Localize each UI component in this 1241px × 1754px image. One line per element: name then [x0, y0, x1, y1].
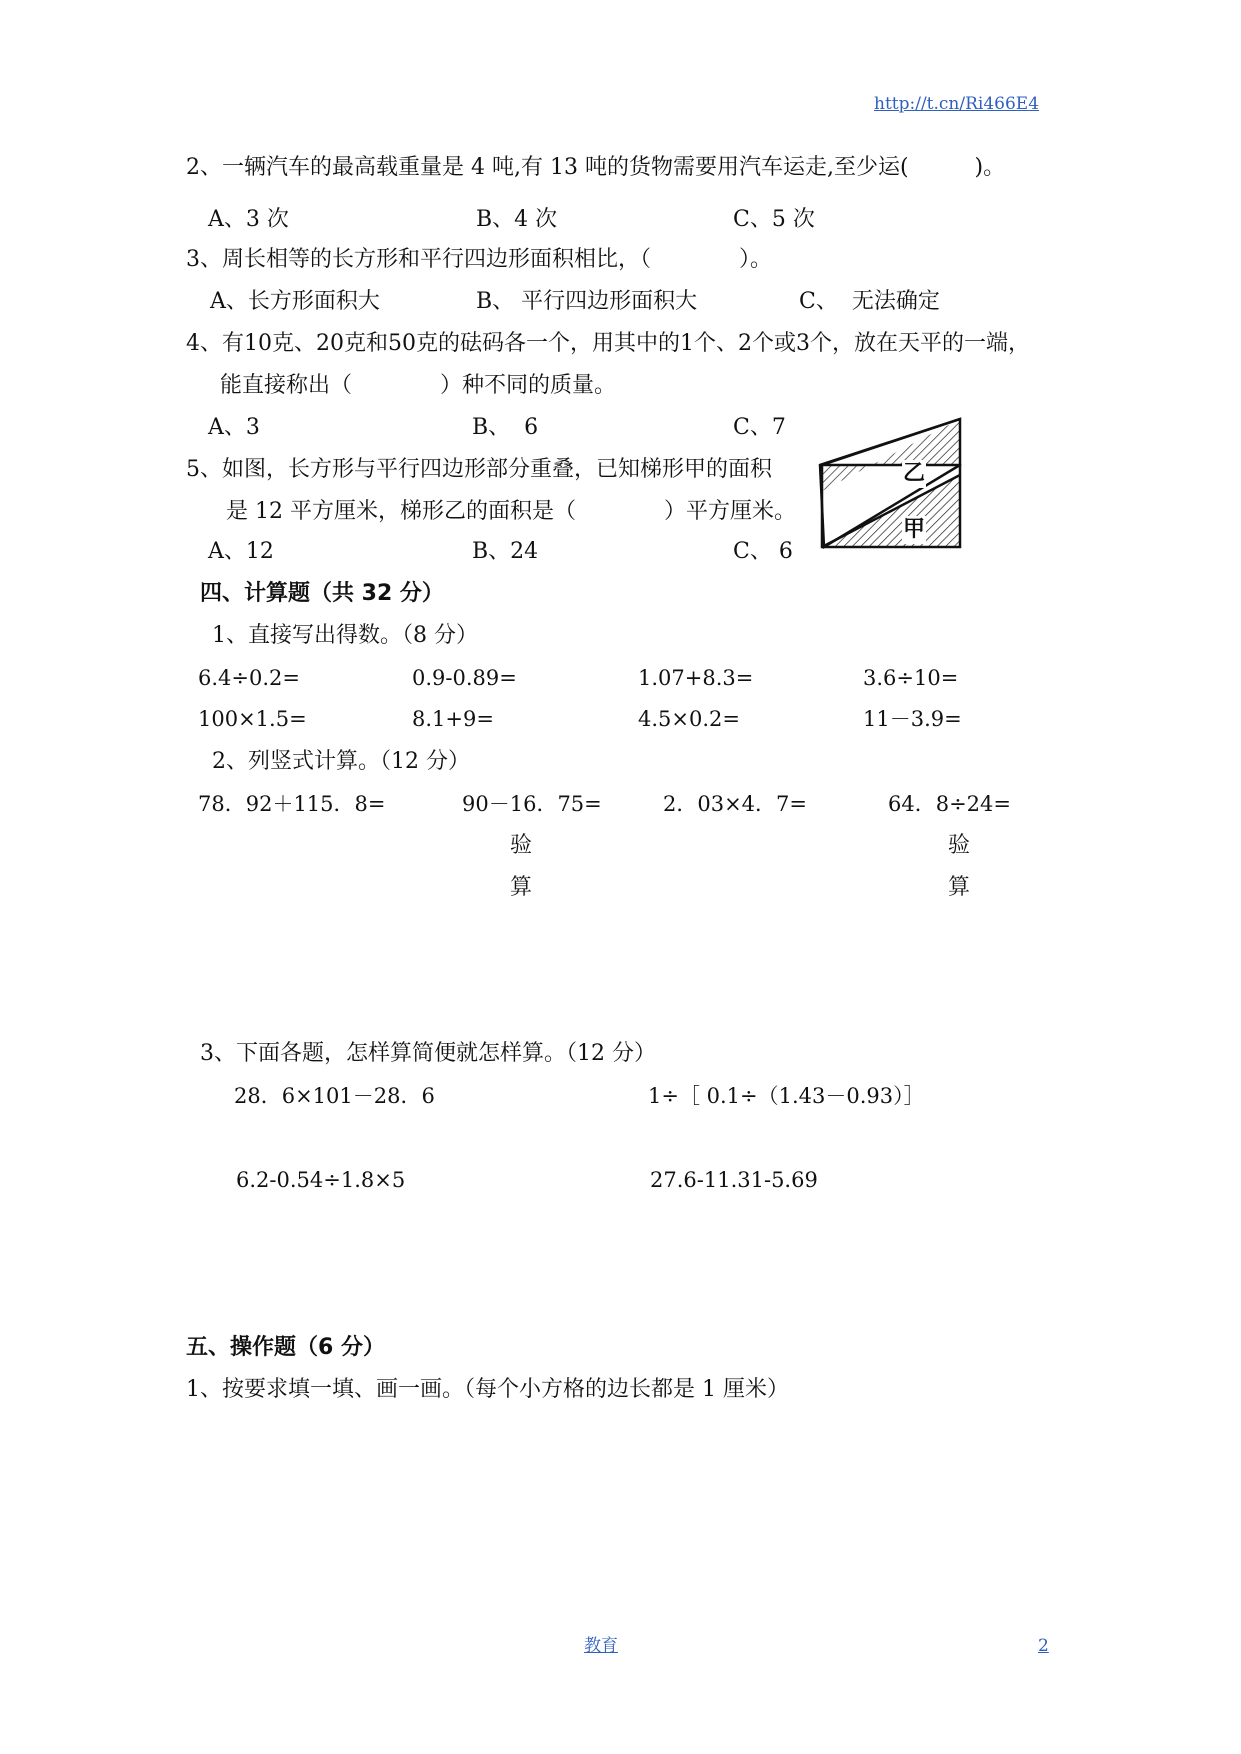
section-4-title: 四、计算题（共 32 分）	[200, 581, 444, 606]
calc-item: 4.5×0.2=	[638, 707, 740, 731]
calc-item: 8.1+9=	[412, 707, 494, 731]
question-4-line-2: 能直接称出（ ）种不同的质量。	[220, 373, 617, 398]
vertical-calc-item: 64．8÷24=	[888, 792, 1011, 816]
simplify-calc-item: 27.6-11.31-5.69	[650, 1168, 818, 1192]
question-4-option-c: C、7	[733, 415, 786, 440]
vertical-calc-item: 78．92＋115．8=	[198, 792, 386, 816]
question-2-option-a: A、3 次	[208, 207, 289, 232]
check-label-char: 算	[510, 875, 533, 900]
section-5-question-1: 1、按要求填一填、画一画。（每个小方格的边长都是 1 厘米）	[186, 1377, 789, 1402]
calc-item: 6.4÷0.2=	[198, 666, 300, 690]
footer-link[interactable]: 教育	[584, 1636, 618, 1656]
label-jia: 甲	[903, 517, 926, 542]
question-2-text: 2、一辆汽车的最高载重量是 4 吨,有 13 吨的货物需要用汽车运走,至少运( )。	[186, 155, 1006, 180]
label-yi: 乙	[903, 461, 926, 486]
question-2-option-c: C、5 次	[733, 207, 815, 232]
section-4-sub-2-title: 2、列竖式计算。（12 分）	[212, 749, 470, 774]
question-4-option-a: A、3	[208, 415, 260, 440]
header-url-link[interactable]: http://t.cn/Ri466E4	[874, 94, 1040, 114]
vertical-calc-item: 90－16．75=	[462, 792, 602, 816]
section-4-sub-3-title: 3、下面各题，怎样算简便就怎样算。（12 分）	[200, 1041, 656, 1066]
simplify-calc-item: 1÷［ 0.1÷（1.43－0.93）］	[648, 1084, 925, 1108]
section-4-sub-1-title: 1、直接写出得数。（8 分）	[212, 623, 478, 648]
calc-item: 1.07+8.3=	[638, 666, 754, 690]
check-label-char: 算	[948, 875, 971, 900]
calc-item: 3.6÷10=	[863, 666, 959, 690]
question-5-line-1: 5、如图，长方形与平行四边形部分重叠，已知梯形甲的面积	[186, 457, 772, 482]
trapezoid-yi	[820, 419, 960, 492]
simplify-calc-item: 28．6×101－28．6	[234, 1084, 435, 1108]
question-5-option-b: B、24	[472, 539, 539, 564]
question-3-option-b: B、 平行四边形面积大	[476, 289, 698, 314]
calc-item: 100×1.5=	[198, 707, 307, 731]
page-number: 2	[1038, 1636, 1049, 1656]
check-label-char: 验	[510, 833, 533, 858]
question-5-option-c: C、 6	[733, 539, 793, 564]
question-5-option-a: A、12	[208, 539, 274, 564]
question-3-option-c: C、 无法确定	[799, 289, 940, 314]
section-5-title: 五、操作题（6 分）	[186, 1335, 385, 1360]
check-label-char: 验	[948, 833, 971, 858]
vertical-calc-item: 2．03×4．7=	[663, 792, 807, 816]
calc-item: 0.9-0.89=	[412, 666, 517, 690]
question-2-option-b: B、4 次	[476, 207, 558, 232]
question-4-option-b: B、 6	[472, 415, 539, 440]
question-3-text: 3、周长相等的长方形和平行四边形面积相比，（ ）。	[186, 247, 772, 272]
question-4-line-1: 4、有10克、20克和50克的砝码各一个，用其中的1个、2个或3个，放在天平的一端，	[186, 331, 1030, 356]
question-3-option-a: A、长方形面积大	[210, 289, 380, 314]
simplify-calc-item: 6.2-0.54÷1.8×5	[236, 1168, 406, 1192]
calc-item: 11－3.9=	[863, 707, 962, 731]
overlap-figure	[820, 417, 966, 553]
question-5-line-2: 是 12 平方厘米，梯形乙的面积是（ ）平方厘米。	[226, 499, 796, 524]
